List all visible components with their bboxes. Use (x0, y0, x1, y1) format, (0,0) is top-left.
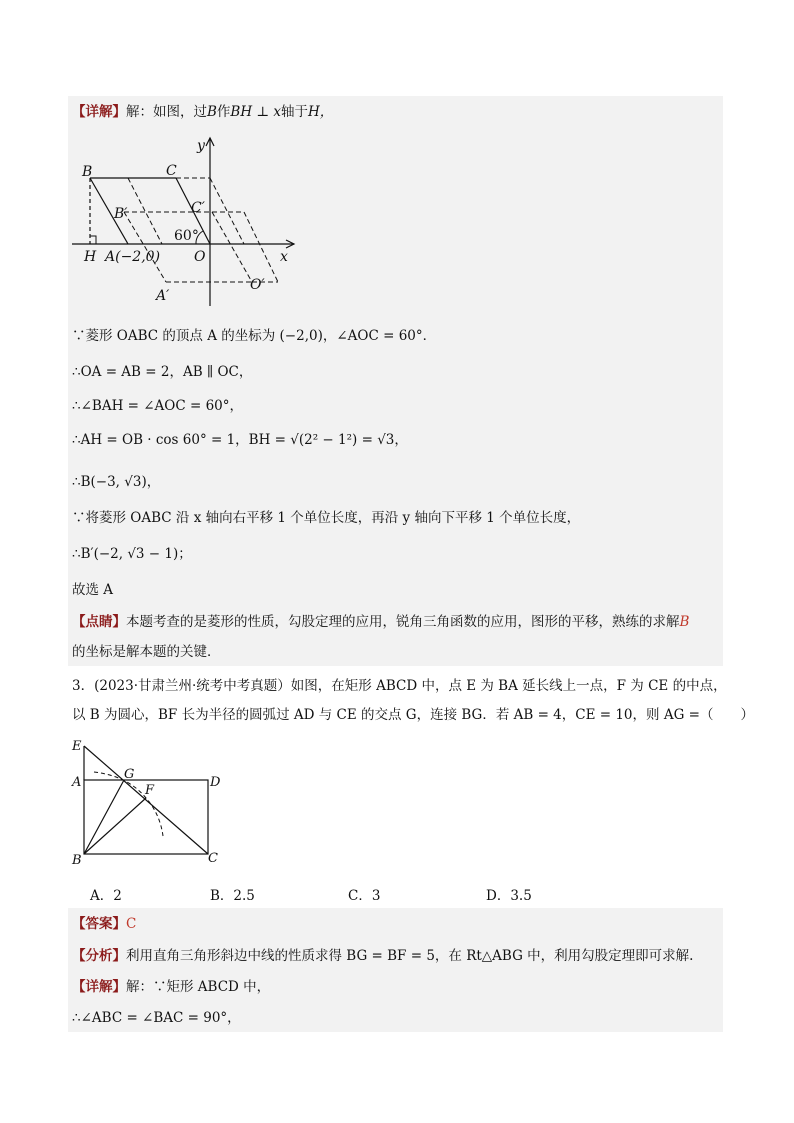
label-F: F (145, 783, 155, 798)
answer-value: C (126, 916, 137, 932)
comment-line-2: 的坐标是解本题的关键． (72, 644, 221, 660)
rhombus-figure (72, 130, 307, 310)
comment-line-1: 【点睛】本题考查的是菱形的性质，勾股定理的应用，锐角三角函数的应用，图形的平移，熟练的求解B (72, 614, 690, 630)
detail-line-3: 【详解】解：∵矩形 ABCD 中， (72, 979, 271, 995)
detail-line-3b: ∴∠ABC = ∠BAC = 90°， (72, 1010, 241, 1026)
label-x: x (280, 249, 288, 265)
step-line: ∴B(−3, √3)， (72, 474, 161, 490)
label-B: B (72, 853, 82, 868)
label-A: A(−2,0) (105, 249, 161, 265)
label-E: E (72, 739, 82, 754)
label-y: y (197, 138, 205, 154)
detail-line: 【详解】解：如图，过B作BH ⊥ x轴于H， (72, 104, 334, 120)
step-line: ∴AH = OB · cos 60° = 1，BH = √(2² − 1²) = √3， (72, 432, 408, 448)
label-C-prime: C′ (191, 200, 205, 216)
question-3-line-2: 以 B 为圆心，BF 长为半径的圆弧过 AD 与 CE 的交点 G，连接 BG．若 AB = 4，CE = 10，则 AG =（ ） (72, 707, 754, 723)
label-A: A (72, 775, 82, 790)
step-line: ∴OA = AB = 2，AB ∥ OC， (72, 364, 253, 380)
step-line: ∴B′(−2, √3 − 1)； (72, 546, 192, 562)
label-B-prime: B′ (114, 206, 128, 222)
label-H: H (84, 249, 97, 265)
label-O-prime: O′ (250, 277, 265, 293)
analysis-line: 【分析】利用直角三角形斜边中线的性质求得 BG = BF = 5，在 Rt△ABG 中，利用勾股定理即可求解. (72, 948, 694, 964)
detail-tag: 【详解】 (72, 104, 126, 120)
label-B: B (82, 164, 93, 180)
label-O: O (194, 249, 206, 265)
label-A-prime: A′ (156, 288, 170, 304)
label-C: C (166, 163, 177, 179)
label-D: D (210, 775, 221, 790)
answer-line: 【答案】C (72, 916, 137, 932)
label-G: G (124, 767, 135, 782)
label-angle: 60° (174, 228, 199, 244)
question-3-line-1: 3．(2023·甘肃兰州·统考中考真题）如图，在矩形 ABCD 中，点 E 为 BA 延长线上一点，F 为 CE 的中点， (72, 678, 727, 694)
step-line: ∴∠BAH = ∠AOC = 60°， (72, 398, 244, 414)
option-a[interactable]: A．2 (90, 888, 122, 904)
final-choice: 故选 A (72, 582, 114, 598)
step-line: ∵菱形 OABC 的顶点 A 的坐标为 (−2,0)，∠AOC = 60°． (72, 328, 437, 344)
rectangle-figure (68, 732, 228, 868)
option-c[interactable]: C．3 (348, 888, 381, 904)
label-C: C (208, 851, 218, 866)
option-d[interactable]: D．3.5 (486, 888, 532, 904)
step-line: ∵将菱形 OABC 沿 x 轴向右平移 1 个单位长度，再沿 y 轴向下平移 1 个单位长度， (72, 510, 581, 526)
option-b[interactable]: B．2.5 (210, 888, 255, 904)
